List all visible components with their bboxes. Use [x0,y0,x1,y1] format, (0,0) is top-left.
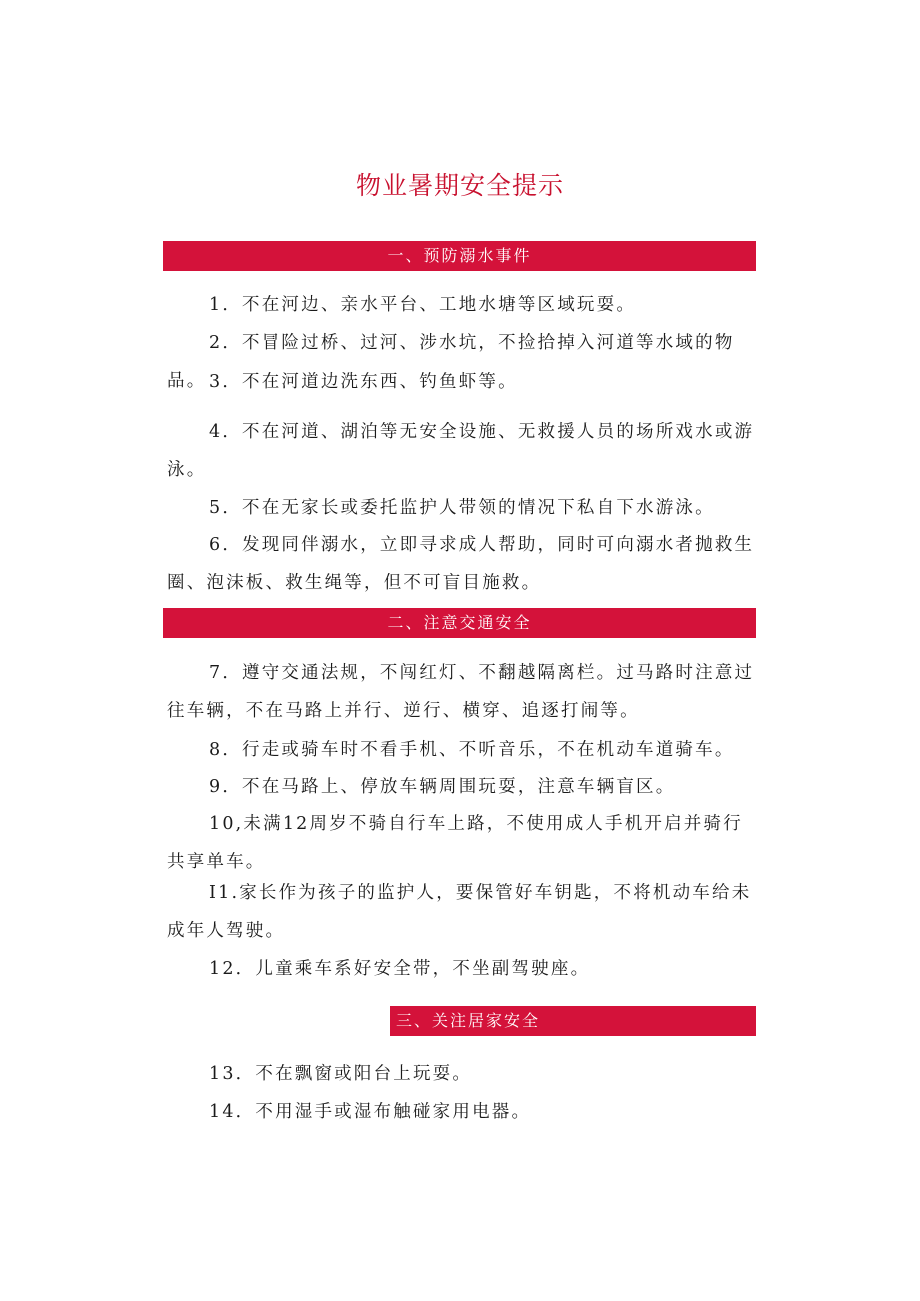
list-item: 2．不冒险过桥、过河、涉水坑，不捡拾掉入河道等水域的物品。 [167,333,735,391]
list-item: 12．儿童乘车系好安全带，不坐副驾驶座。 [209,959,591,979]
list-item: I1.家长作为孩子的监护人，要保管好车钥匙，不将机动车给未成年人驾驶。 [167,883,752,941]
list-item: 3．不在河道边洗东西、钓鱼虾等。 [209,372,518,392]
list-item: 1．不在河边、亲水平台、工地水塘等区域玩耍。 [209,295,637,315]
list-item: 6．发现同伴溺水，立即寻求成人帮助，同时可向溺水者抛救生圈、泡沫板、救生绳等，但不可盲目施救。 [167,535,755,593]
list-item: 5．不在无家长或委托监护人带领的情况下私自下水游泳。 [209,498,715,518]
list-item: 7．遵守交通法规，不闯红灯、不翻越隔离栏。过马路时注意过往车辆，不在马路上并行、逆行、横穿、追逐打闹等。 [167,663,755,721]
list-item: 9．不在马路上、停放车辆周围玩耍，注意车辆盲区。 [209,777,676,797]
list-item: 8．行走或骑车时不看手机、不听音乐，不在机动车道骑车。 [209,740,735,760]
list-item: 4．不在河道、湖泊等无安全设施、无救援人员的场所戏水或游泳。 [167,422,755,480]
section-heading-traffic: 二、注意交通安全 [163,608,756,638]
section-heading-drowning: 一、预防溺水事件 [163,241,756,271]
list-item: 13．不在飘窗或阳台上玩耍。 [209,1064,473,1084]
list-item: 10,未满12周岁不骑自行车上路，不使用成人手机开启并骑行共享单车。 [167,814,743,872]
list-item: 14．不用湿手或湿布触碰家用电器。 [209,1102,532,1122]
section-heading-home: 三、关注居家安全 [390,1006,756,1036]
page-title: 物业暑期安全提示 [355,171,564,200]
